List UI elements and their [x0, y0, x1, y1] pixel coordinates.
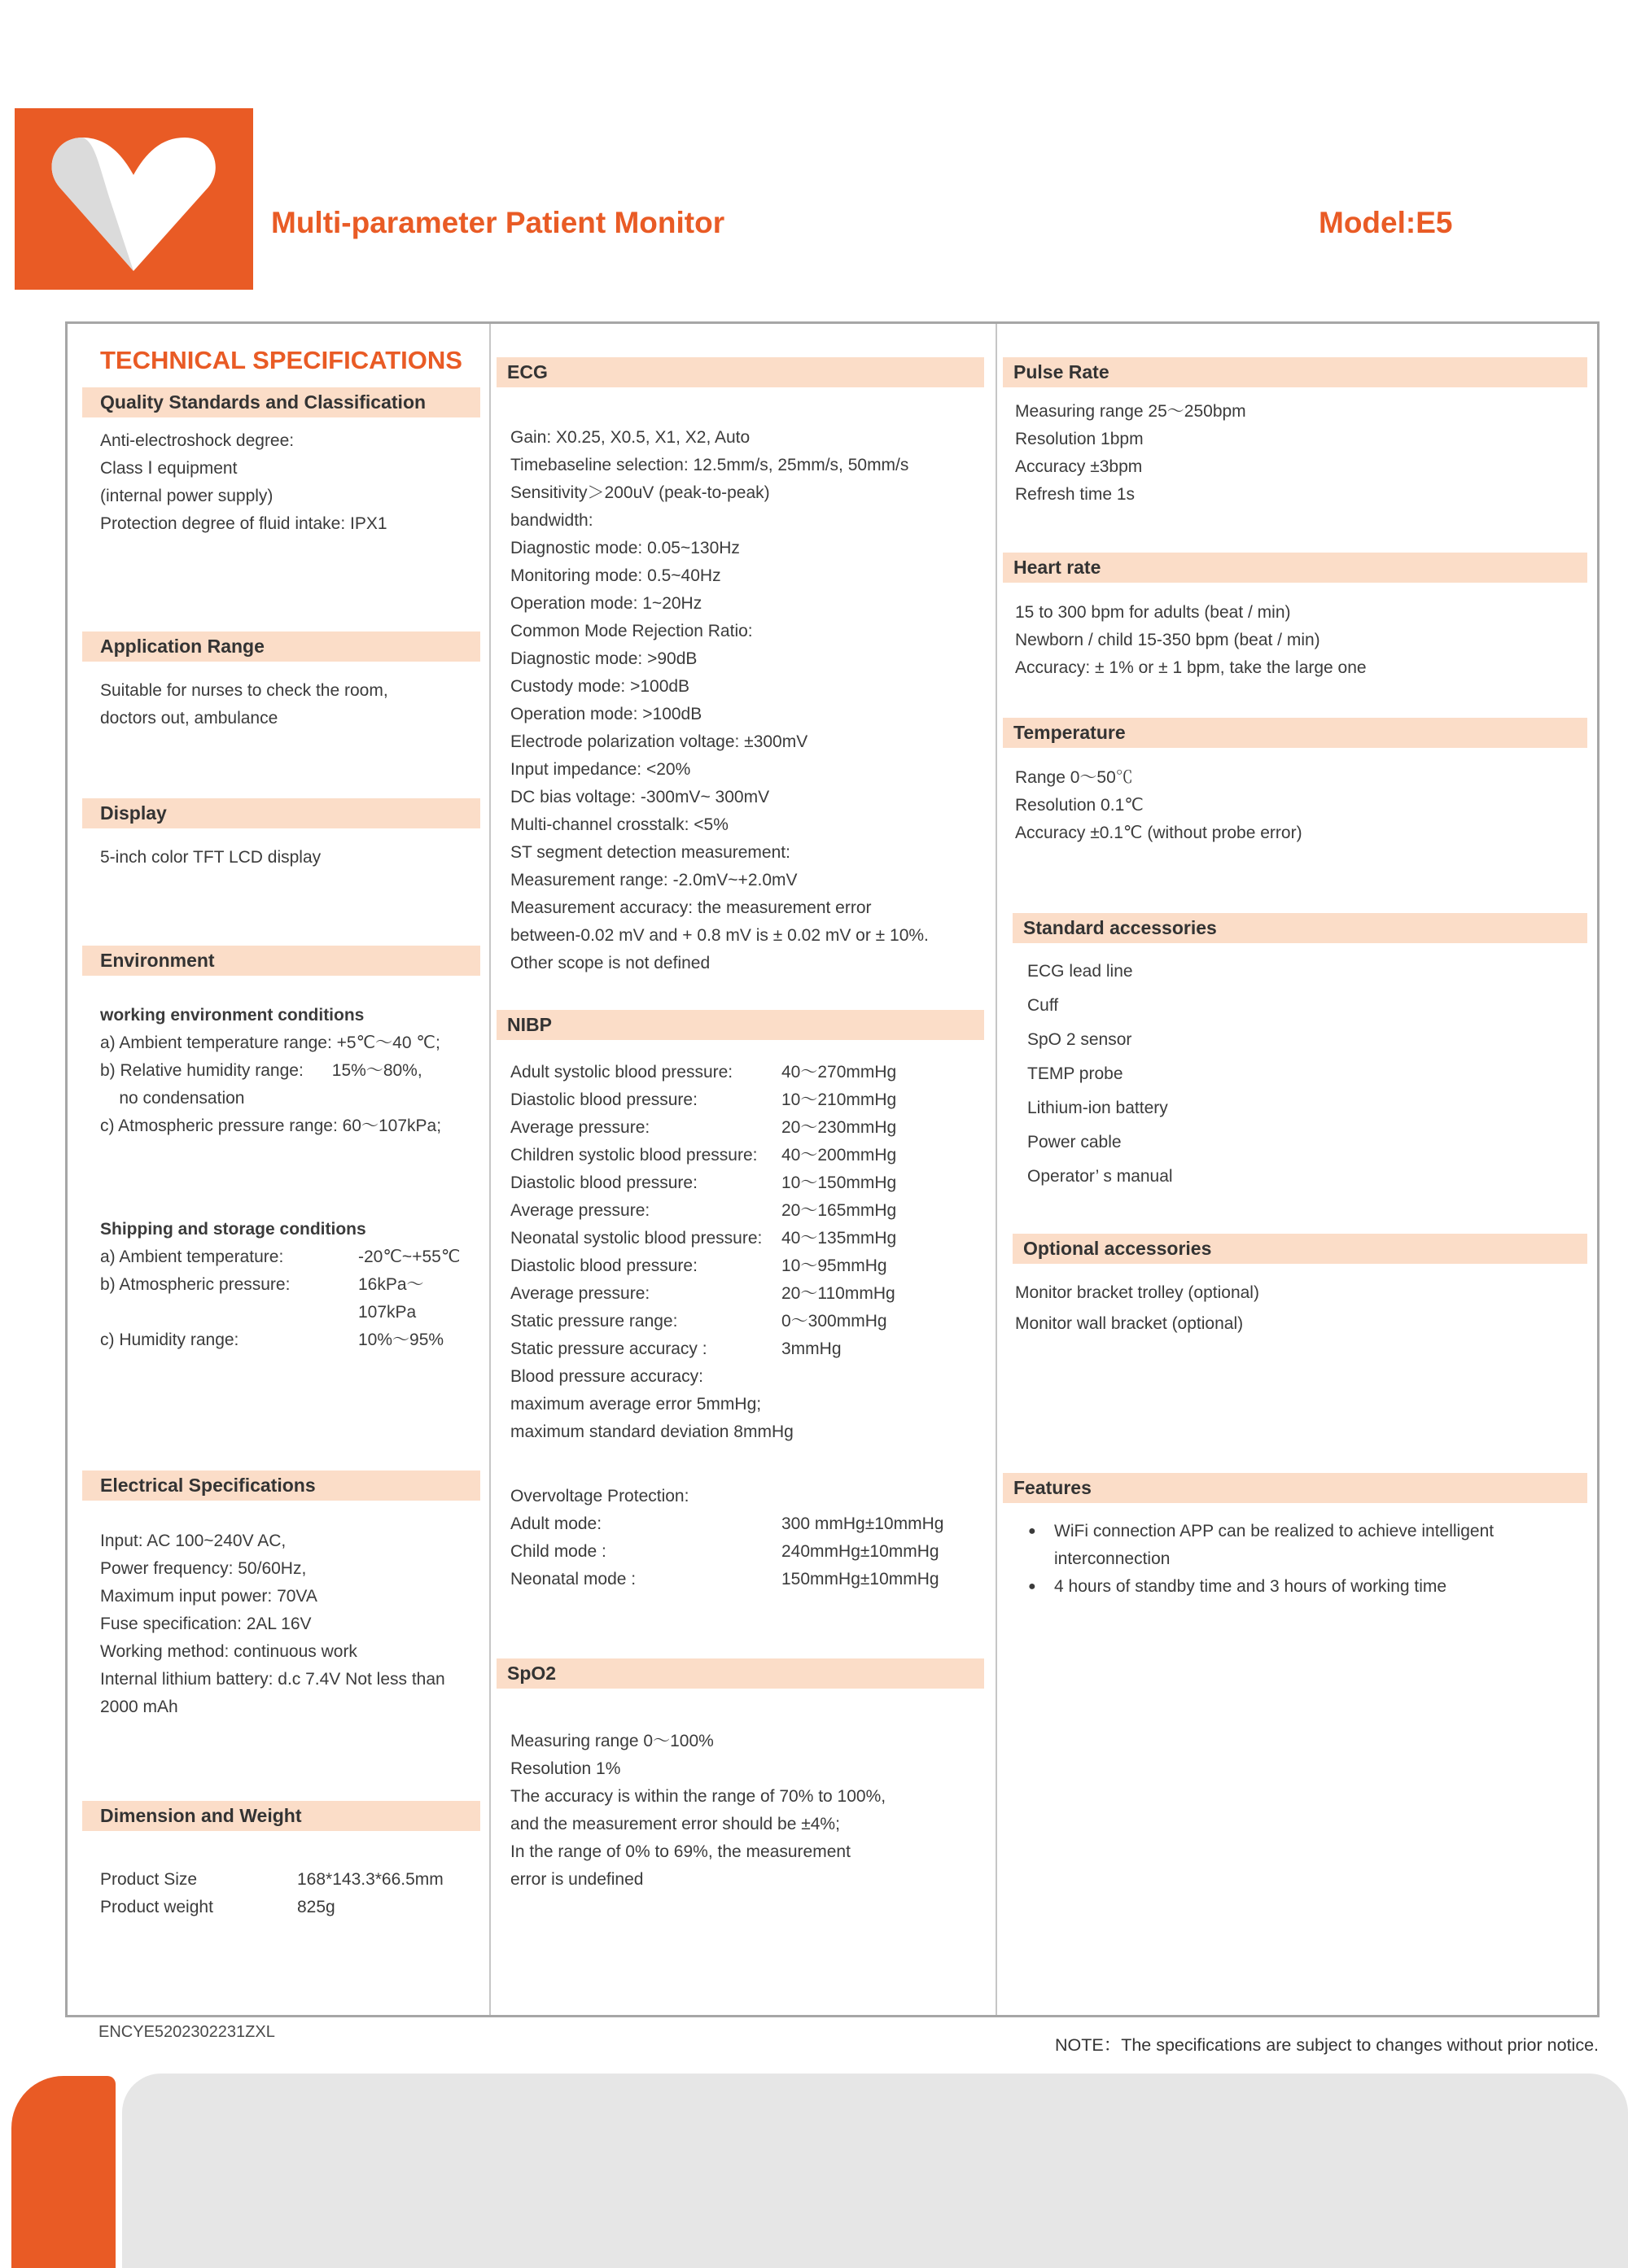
bullet-icon: ●	[1028, 1580, 1036, 1593]
text-line: Input impedance: <20%	[510, 760, 691, 779]
spec-value: 20～110mmHg	[781, 1284, 895, 1303]
section-dimension	[82, 1801, 480, 1831]
text-line: Common Mode Rejection Ratio:	[510, 622, 753, 640]
spec-value: 10%～95%	[358, 1331, 444, 1349]
model-label: Model:E5	[1319, 206, 1453, 239]
section-title: Features	[1013, 1477, 1092, 1498]
spec-value: 168*143.3*66.5mm	[297, 1870, 444, 1889]
spec-row	[100, 1326, 472, 1354]
text-line: Accuracy ±3bpm	[1015, 457, 1143, 476]
spec-row	[100, 1866, 472, 1894]
main-heading: TECHNICAL SPECIFICATIONS	[100, 346, 462, 374]
subsection-title: Shipping and storage conditions	[100, 1220, 366, 1239]
nibp-overvoltage	[497, 1483, 984, 1593]
text-line: Measuring range 25～250bpm	[1015, 402, 1246, 421]
spec-row	[510, 1225, 978, 1252]
section-standard-accessories	[1013, 913, 1587, 943]
spec-label: Static pressure accuracy :	[510, 1339, 707, 1358]
text-line: Blood pressure accuracy:	[510, 1367, 703, 1386]
spec-value: 40～270mmHg	[781, 1063, 897, 1082]
text-line: Working method: continuous work	[100, 1642, 357, 1661]
text-line: Monitor wall bracket (optional)	[1015, 1314, 1244, 1333]
text-line: 2000 mAh	[100, 1698, 178, 1716]
bullet-icon: ●	[1028, 1524, 1036, 1538]
text-line: Protection degree of fluid intake: IPX1	[100, 514, 387, 533]
text-line: Class Ⅰ equipment	[100, 459, 238, 478]
spec-label: c) Humidity range:	[100, 1331, 239, 1349]
spec-value: 40～200mmHg	[781, 1146, 897, 1165]
section-title: Dimension and Weight	[100, 1805, 302, 1826]
text-line: Power cable	[1027, 1133, 1122, 1151]
spec-row	[510, 1114, 978, 1142]
spec-value: 0～300mmHg	[781, 1312, 887, 1331]
text-line: Diagnostic mode: 0.05~130Hz	[510, 539, 740, 557]
text-line: 5-inch color TFT LCD display	[100, 848, 322, 867]
section-title: Application Range	[100, 636, 265, 657]
electrical-lines	[82, 1527, 480, 1721]
spec-value: -20℃~+55℃	[358, 1248, 461, 1266]
spec-label: Static pressure range:	[510, 1312, 678, 1331]
text-line: no condensation	[100, 1089, 245, 1108]
text-line: Internal lithium battery: d.c 7.4V Not less than	[100, 1670, 445, 1689]
spec-row	[510, 1308, 978, 1335]
spec-row	[510, 1197, 978, 1225]
spec-value: 40～135mmHg	[781, 1229, 897, 1248]
column-divider	[996, 324, 997, 2015]
text-line: Anti-electroshock degree:	[100, 431, 295, 450]
text-line: Operator’ s manual	[1027, 1167, 1173, 1186]
section-quality	[82, 387, 480, 417]
text-line: b) Relative humidity range: 15%～80%,	[100, 1061, 422, 1080]
spec-value: 150mmHg±10mmHg	[781, 1570, 939, 1588]
nibp-accuracy-lines	[510, 1363, 978, 1446]
section-title: ECG	[507, 361, 548, 382]
section-title: Temperature	[1013, 722, 1126, 743]
spec-row	[510, 1538, 978, 1566]
section-optional-accessories	[1013, 1234, 1587, 1264]
section-title: Environment	[100, 950, 215, 971]
text-line: In the range of 0% to 69%, the measurement	[510, 1842, 851, 1861]
feature-text: WiFi connection APP can be realized to achieve intelligent interconnection	[1054, 1522, 1495, 1568]
text-line: Gain: X0.25, X0.5, X1, X2, Auto	[510, 428, 751, 447]
section-ecg	[497, 357, 984, 387]
text-line: Measurement range: -2.0mV~+2.0mV	[510, 871, 798, 889]
column-left	[82, 324, 480, 1921]
spec-box	[65, 321, 1600, 2017]
section-title: Quality Standards and Classification	[100, 391, 427, 413]
nibp-rows	[510, 1059, 978, 1363]
spec-row	[510, 1059, 978, 1086]
spec-row	[100, 1271, 472, 1326]
spec-label: Child mode :	[510, 1542, 606, 1561]
overvoltage-title: Overvoltage Protection:	[510, 1487, 689, 1505]
environment-working	[82, 1002, 480, 1140]
spec-value: 240mmHg±10mmHg	[781, 1542, 939, 1561]
nibp-body	[497, 1059, 984, 1446]
section-environment	[82, 946, 480, 976]
spec-label: Diastolic blood pressure:	[510, 1090, 698, 1109]
text-line: doctors out, ambulance	[100, 709, 278, 728]
features-list	[1003, 1518, 1587, 1601]
spec-label: a) Ambient temperature:	[100, 1248, 284, 1266]
text-line: Fuse specification: 2AL 16V	[100, 1615, 312, 1633]
column-right	[1003, 324, 1587, 1601]
spec-label: Adult systolic blood pressure:	[510, 1063, 733, 1082]
spec-value: 10～95mmHg	[781, 1256, 887, 1275]
text-line: Monitor bracket trolley (optional)	[1015, 1283, 1259, 1302]
text-line: SpO 2 sensor	[1027, 1030, 1132, 1049]
footer-orange-decoration	[11, 2076, 116, 2268]
footer-gray-decoration	[122, 2074, 1628, 2268]
document-code: ENCYE5202302231ZXL	[98, 2023, 275, 2041]
text-line: Maximum input power: 70VA	[100, 1587, 317, 1606]
spec-value: 16kPa～107kPa	[358, 1275, 424, 1322]
heart-logo-icon	[15, 108, 253, 290]
text-line: bandwidth:	[510, 511, 593, 530]
section-title: Heart rate	[1013, 557, 1101, 578]
spec-value: 10～150mmHg	[781, 1173, 897, 1192]
feature-item	[1015, 1573, 1578, 1601]
text-line: and the measurement error should be ±4%;	[510, 1815, 840, 1833]
spec-value: 20～165mmHg	[781, 1201, 897, 1220]
spec-label: Neonatal mode :	[510, 1570, 637, 1588]
spec-label: Average pressure:	[510, 1118, 650, 1137]
spec-value: 825g	[297, 1898, 335, 1916]
text-line: Sensitivity＞200uV (peak-to-peak)	[510, 483, 770, 502]
heart-lines	[1003, 599, 1587, 682]
section-temperature	[1003, 718, 1587, 748]
section-display	[82, 798, 480, 828]
text-line: Newborn / child 15-350 bpm (beat / min)	[1015, 631, 1320, 649]
spec-row	[510, 1142, 978, 1169]
spec-row	[510, 1252, 978, 1280]
section-title: Pulse Rate	[1013, 361, 1109, 382]
spec-value: 10～210mmHg	[781, 1090, 897, 1109]
text-line: Operation mode: 1~20Hz	[510, 594, 702, 613]
text-line: ST segment detection measurement:	[510, 843, 790, 862]
spec-value: 20～230mmHg	[781, 1118, 897, 1137]
text-line: Resolution 0.1℃	[1015, 796, 1144, 815]
text-line: a) Ambient temperature range: +5℃～40 ℃;	[100, 1033, 440, 1052]
text-line: maximum standard deviation 8mmHg	[510, 1422, 794, 1441]
spec-value: 300 mmHg±10mmHg	[781, 1514, 944, 1533]
text-line: Cuff	[1027, 996, 1059, 1015]
standard-accessory-list	[1003, 955, 1587, 1194]
text-line: Power frequency: 50/60Hz,	[100, 1559, 307, 1578]
text-line: Resolution 1%	[510, 1759, 621, 1778]
text-line: Operation mode: >100dB	[510, 705, 702, 723]
text-line: Lithium-ion battery	[1027, 1099, 1168, 1117]
spec-row	[100, 1243, 472, 1271]
shipping-rows	[100, 1243, 472, 1354]
spec-value: 3mmHg	[781, 1339, 842, 1358]
text-line: ECG lead line	[1027, 962, 1133, 981]
text-line: Electrode polarization voltage: ±300mV	[510, 732, 808, 751]
spec-row	[510, 1169, 978, 1197]
spec-row	[510, 1086, 978, 1114]
spec-label: Children systolic blood pressure:	[510, 1146, 758, 1165]
optional-accessory-list	[1003, 1278, 1587, 1339]
working-lines	[100, 1029, 472, 1140]
spec-label: Average pressure:	[510, 1201, 650, 1220]
spec-row	[100, 1894, 472, 1921]
subsection-title: working environment conditions	[100, 1006, 365, 1025]
section-title: Display	[100, 802, 167, 824]
spec-label: Product Size	[100, 1870, 198, 1889]
environment-shipping	[82, 1216, 480, 1354]
text-line: Range 0～50℃	[1015, 768, 1133, 787]
spec-row	[510, 1510, 978, 1538]
footer-note: NOTE：The specifications are subject to changes without prior notice.	[1054, 2035, 1599, 2055]
spec-label: Diastolic blood pressure:	[510, 1256, 698, 1275]
spo2-lines	[497, 1728, 984, 1894]
spec-label: Diastolic blood pressure:	[510, 1173, 698, 1192]
text-line: Multi-channel crosstalk: <5%	[510, 815, 729, 834]
logo	[15, 108, 253, 290]
text-line: DC bias voltage: -300mV~ 300mV	[510, 788, 770, 806]
pulse-lines	[1003, 398, 1587, 509]
column-middle	[497, 324, 984, 1894]
text-line: Monitoring mode: 0.5~40Hz	[510, 566, 721, 585]
text-line: Input: AC 100~240V AC,	[100, 1532, 287, 1550]
section-title: Electrical Specifications	[100, 1475, 316, 1496]
text-line: between-0.02 mV and + 0.8 mV is ± 0.02 mV or ± 10%.	[510, 926, 929, 945]
application-lines	[82, 677, 480, 732]
spec-label: b) Atmospheric pressure:	[100, 1275, 291, 1294]
section-title: Standard accessories	[1023, 917, 1217, 938]
text-line: Accuracy: ± 1% or ± 1 bpm, take the large one	[1015, 658, 1367, 677]
text-line: TEMP probe	[1027, 1064, 1123, 1083]
text-line: Diagnostic mode: >90dB	[510, 649, 698, 668]
spec-label: Product weight	[100, 1898, 213, 1916]
section-spo2	[497, 1658, 984, 1689]
text-line: Custody mode: >100dB	[510, 677, 690, 696]
text-line: Resolution 1bpm	[1015, 430, 1144, 448]
text-line: The accuracy is within the range of 70% to 100%,	[510, 1787, 886, 1806]
spec-label: Adult mode:	[510, 1514, 602, 1533]
section-title: NIBP	[507, 1014, 552, 1035]
text-line: 15 to 300 bpm for adults (beat / min)	[1015, 603, 1291, 622]
section-nibp	[497, 1010, 984, 1040]
section-electrical	[82, 1470, 480, 1501]
section-title: SpO2	[507, 1663, 557, 1684]
text-line: c) Atmospheric pressure range: 60～107kPa;	[100, 1117, 442, 1135]
ecg-lines	[497, 424, 984, 977]
section-application	[82, 631, 480, 662]
text-line: error is undefined	[510, 1870, 644, 1889]
page-title: Multi-parameter Patient Monitor	[271, 206, 725, 239]
spec-label: Average pressure:	[510, 1284, 650, 1303]
text-line: maximum average error 5mmHg;	[510, 1395, 762, 1414]
text-line: Measuring range 0～100%	[510, 1732, 714, 1750]
dimension-rows	[82, 1866, 480, 1921]
section-features	[1003, 1473, 1587, 1503]
text-line: Timebaseline selection: 12.5mm/s, 25mm/s, 50mm/s	[510, 456, 909, 474]
text-line: Measurement accuracy: the measurement error	[510, 898, 872, 917]
section-pulse-rate	[1003, 357, 1587, 387]
section-heart-rate	[1003, 553, 1587, 583]
section-title: Optional accessories	[1023, 1238, 1212, 1259]
spec-row	[510, 1566, 978, 1593]
text-line: Refresh time 1s	[1015, 485, 1136, 504]
quality-lines	[82, 427, 480, 538]
spec-label: Neonatal systolic blood pressure:	[510, 1229, 763, 1248]
spec-row	[510, 1280, 978, 1308]
column-divider	[489, 324, 491, 2015]
text-line: (internal power supply)	[100, 487, 274, 505]
temperature-lines	[1003, 764, 1587, 847]
spec-row	[510, 1335, 978, 1363]
display-lines	[82, 844, 480, 872]
feature-item	[1015, 1518, 1578, 1573]
text-line: Accuracy ±0.1℃ (without probe error)	[1015, 824, 1302, 842]
text-line: Suitable for nurses to check the room,	[100, 681, 388, 700]
overvoltage-rows	[510, 1510, 978, 1593]
feature-text: 4 hours of standby time and 3 hours of working time	[1054, 1577, 1447, 1596]
text-line: Other scope is not defined	[510, 954, 711, 972]
